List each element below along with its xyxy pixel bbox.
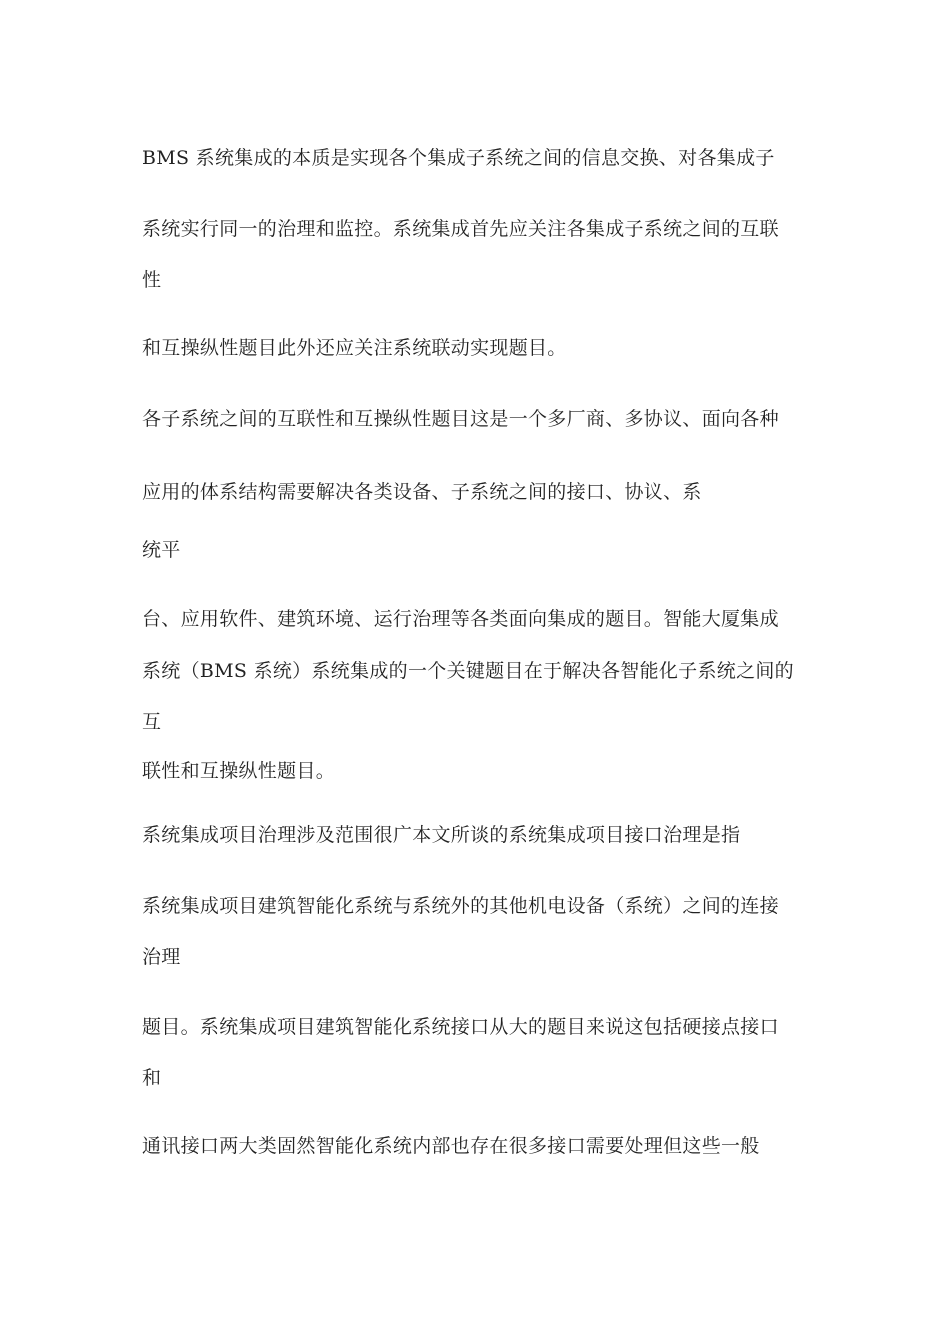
text-line: 系统（BMS 系统）系统集成的一个关键题目在于解决各智能化子系统之间的 bbox=[142, 660, 794, 682]
text-line: 系统实行同一的治理和监控。系统集成首先应关注各集成子系统之间的互联 bbox=[142, 218, 779, 240]
text-line: 联性和互操纵性题目。 bbox=[142, 760, 336, 782]
text-line: BMS 系统集成的本质是实现各个集成子系统之间的信息交换、对各集成子 bbox=[142, 147, 775, 169]
text-line: 通讯接口两大类固然智能化系统内部也存在很多接口需要处理但这些一般 bbox=[142, 1135, 760, 1157]
text-line: 系统集成项目治理涉及范围很广本文所谈的系统集成项目接口治理是指 bbox=[142, 824, 741, 846]
text-line: 系统集成项目建筑智能化系统与系统外的其他机电设备（系统）之间的连接 bbox=[142, 895, 779, 917]
text-line: 题目。系统集成项目建筑智能化系统接口从大的题目来说这包括硬接点接口 bbox=[142, 1016, 779, 1038]
text-line: 治理 bbox=[142, 946, 181, 968]
text-line: 和 bbox=[142, 1067, 162, 1089]
text-line: 各子系统之间的互联性和互操纵性题目这是一个多厂商、多协议、面向各种 bbox=[142, 408, 779, 430]
text-line: 互 bbox=[142, 711, 162, 733]
text-line: 性 bbox=[142, 269, 162, 291]
text-line: 应用的体系结构需要解决各类设备、子系统之间的接口、协议、系 bbox=[142, 481, 702, 503]
text-line: 台、应用软件、建筑环境、运行治理等各类面向集成的题目。智能大厦集成 bbox=[142, 608, 779, 630]
text-line: 和互操纵性题目此外还应关注系统联动实现题目。 bbox=[142, 337, 567, 359]
text-line: 统平 bbox=[142, 539, 181, 561]
